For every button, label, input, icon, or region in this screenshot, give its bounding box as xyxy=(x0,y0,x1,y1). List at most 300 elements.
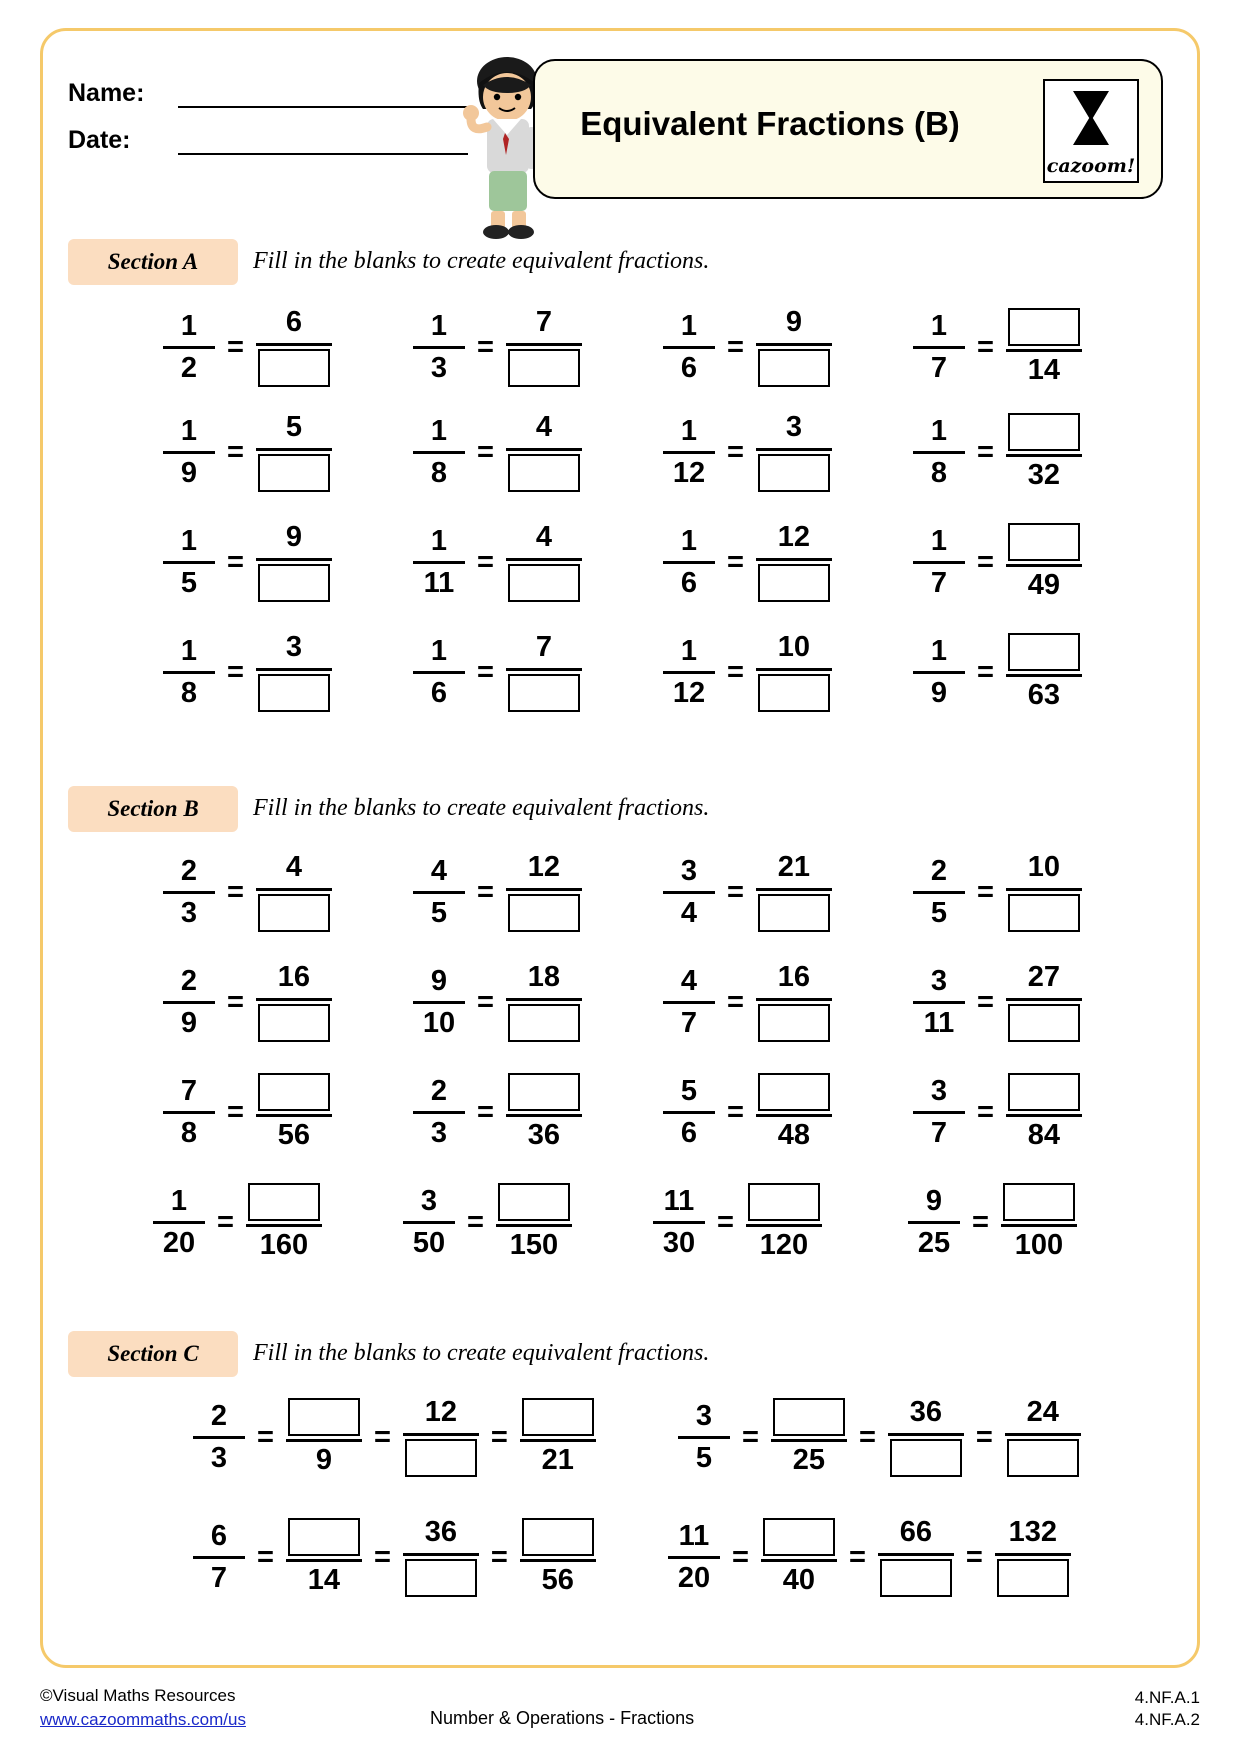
fraction-part-3 xyxy=(403,1517,479,1598)
numerator: 9 xyxy=(785,305,802,338)
fraction-bar xyxy=(506,888,582,891)
equals-sign: = xyxy=(373,1420,391,1453)
problem-c3 xyxy=(193,1511,596,1603)
problem-b7 xyxy=(663,956,832,1048)
answer-box[interactable] xyxy=(890,1439,962,1477)
fraction-right xyxy=(1006,308,1082,387)
fraction-bar xyxy=(663,1111,715,1114)
problem-b1 xyxy=(163,846,332,938)
equals-sign: = xyxy=(227,985,244,1018)
equals-sign: = xyxy=(977,435,994,468)
answer-box[interactable] xyxy=(1008,894,1080,932)
fraction-bar xyxy=(756,558,832,561)
numerator: 5 xyxy=(285,410,302,443)
fraction-bar xyxy=(256,558,332,561)
name-row xyxy=(68,79,468,108)
fraction-bar xyxy=(756,343,832,346)
fraction-bar xyxy=(286,1559,362,1562)
denominator: 3 xyxy=(210,1441,228,1474)
fraction-bar xyxy=(163,891,215,894)
equals-sign: = xyxy=(477,545,494,578)
equals-sign: = xyxy=(477,985,494,1018)
fraction-bar xyxy=(761,1559,837,1562)
denominator: 4 xyxy=(680,896,698,929)
fraction-bar xyxy=(1001,1224,1077,1227)
fraction-bar xyxy=(413,346,465,349)
date-row xyxy=(68,126,468,155)
fraction-bar xyxy=(506,998,582,1001)
equals-sign: = xyxy=(227,875,244,908)
numerator: 1 xyxy=(180,310,198,343)
section-b-tag: Section B xyxy=(68,786,238,832)
fraction-bar xyxy=(1006,888,1082,891)
answer-box[interactable] xyxy=(258,454,330,492)
problem-b15 xyxy=(653,1176,822,1268)
fraction-bar xyxy=(1006,349,1082,352)
fraction-right xyxy=(1006,852,1082,933)
answer-box[interactable] xyxy=(258,349,330,387)
numerator: 1 xyxy=(180,525,198,558)
answer-box[interactable] xyxy=(1003,1183,1075,1221)
numerator: 3 xyxy=(285,630,302,663)
numerator: 11 xyxy=(663,1185,695,1218)
answer-box[interactable] xyxy=(258,1073,330,1111)
denominator: 14 xyxy=(1027,353,1061,386)
numerator: 7 xyxy=(180,1075,198,1108)
answer-box[interactable] xyxy=(758,564,830,602)
fraction-bar xyxy=(520,1559,596,1562)
numerator: 11 xyxy=(678,1520,710,1553)
fraction-part-1 xyxy=(668,1520,720,1594)
numerator: 1 xyxy=(430,525,448,558)
answer-box[interactable] xyxy=(1008,413,1080,451)
equals-sign: = xyxy=(977,655,994,688)
denominator: 7 xyxy=(930,1116,948,1149)
problem-b2 xyxy=(413,846,582,938)
denominator: 3 xyxy=(430,351,448,384)
fraction-left xyxy=(413,965,465,1039)
problem-a13 xyxy=(163,626,332,718)
equals-sign: = xyxy=(227,1095,244,1128)
fraction-part-2 xyxy=(771,1398,847,1477)
numerator: 2 xyxy=(180,855,198,888)
fraction-bar xyxy=(506,448,582,451)
fraction-left xyxy=(413,525,465,599)
fraction-bar xyxy=(1006,674,1082,677)
cazoom-logo xyxy=(1043,79,1139,183)
fraction-bar xyxy=(496,1224,572,1227)
fraction-bar xyxy=(663,671,715,674)
fraction-right xyxy=(756,962,832,1043)
problem-a6 xyxy=(413,406,582,498)
fraction-left xyxy=(413,855,465,929)
denominator: 7 xyxy=(930,351,948,384)
equals-sign: = xyxy=(227,655,244,688)
answer-box[interactable] xyxy=(1007,1439,1079,1477)
fraction-bar xyxy=(1005,1433,1081,1436)
fraction-right xyxy=(256,412,332,493)
numerator: 16 xyxy=(277,960,311,993)
fraction-bar xyxy=(256,668,332,671)
denominator: 56 xyxy=(541,1563,574,1596)
denominator: 12 xyxy=(672,676,706,709)
section-a-header xyxy=(43,239,1197,285)
answer-box[interactable] xyxy=(758,349,830,387)
fraction-bar xyxy=(653,1221,705,1224)
denominator: 7 xyxy=(210,1561,228,1594)
problem-a3 xyxy=(663,301,832,393)
answer-box[interactable] xyxy=(288,1398,360,1436)
name-input-line[interactable] xyxy=(178,80,468,108)
fraction-right xyxy=(1001,1183,1077,1262)
numerator: 10 xyxy=(1027,850,1061,883)
denominator: 5 xyxy=(930,896,948,929)
denominator: 7 xyxy=(930,566,948,599)
numerator: 1 xyxy=(930,415,948,448)
denominator: 49 xyxy=(1027,568,1061,601)
numerator: 4 xyxy=(285,850,302,883)
date-label: Date: xyxy=(68,126,131,154)
denominator: 25 xyxy=(917,1226,951,1259)
problem-b14 xyxy=(403,1176,572,1268)
title-box xyxy=(533,59,1163,199)
answer-box[interactable] xyxy=(1008,523,1080,561)
footer-standards xyxy=(1135,1686,1200,1730)
denominator: 32 xyxy=(1027,458,1061,491)
numerator: 1 xyxy=(930,635,948,668)
fraction-part-4 xyxy=(520,1398,596,1477)
hourglass-icon xyxy=(1073,91,1109,145)
numerator: 1 xyxy=(680,310,698,343)
fraction-bar xyxy=(506,343,582,346)
numerator: 1 xyxy=(930,310,948,343)
fraction-right xyxy=(1006,1073,1082,1152)
name-date-block xyxy=(68,79,468,173)
equals-sign: = xyxy=(965,1540,983,1573)
problem-b3 xyxy=(663,846,832,938)
denominator: 5 xyxy=(180,566,198,599)
fraction-right xyxy=(256,852,332,933)
denominator: 9 xyxy=(180,1006,198,1039)
fraction-left xyxy=(913,855,965,929)
problem-b4 xyxy=(913,846,1082,938)
fraction-left xyxy=(653,1185,705,1259)
fraction-part-1 xyxy=(193,1400,245,1474)
equals-sign: = xyxy=(742,1420,759,1453)
answer-box[interactable] xyxy=(758,1004,830,1042)
fraction-right xyxy=(256,522,332,603)
fraction-bar xyxy=(1006,454,1082,457)
problem-a5 xyxy=(163,406,332,498)
problem-a1 xyxy=(163,301,332,393)
fraction-left xyxy=(663,855,715,929)
answer-box[interactable] xyxy=(763,1518,835,1556)
answer-box[interactable] xyxy=(508,674,580,712)
fraction-part-3 xyxy=(403,1397,479,1478)
equals-sign: = xyxy=(977,1095,994,1128)
denominator: 25 xyxy=(792,1443,826,1476)
fraction-right xyxy=(746,1183,822,1262)
numerator: 3 xyxy=(680,855,698,888)
answer-box[interactable] xyxy=(405,1439,477,1477)
numerator: 36 xyxy=(909,1395,942,1428)
fraction-right xyxy=(1006,413,1082,492)
equals-sign: = xyxy=(732,1540,749,1573)
fraction-bar xyxy=(163,451,215,454)
denominator: 150 xyxy=(509,1228,559,1261)
problem-a9 xyxy=(163,516,332,608)
fraction-right xyxy=(506,852,582,933)
fraction-left xyxy=(663,635,715,709)
equals-sign: = xyxy=(477,435,494,468)
problem-b16 xyxy=(908,1176,1077,1268)
answer-box[interactable] xyxy=(758,454,830,492)
numerator: 3 xyxy=(420,1185,438,1218)
denominator: 8 xyxy=(180,1116,198,1149)
denominator: 8 xyxy=(930,456,948,489)
answer-box[interactable] xyxy=(258,894,330,932)
answer-box[interactable] xyxy=(1008,633,1080,671)
answer-box[interactable] xyxy=(1008,1073,1080,1111)
denominator: 84 xyxy=(1027,1118,1061,1151)
fraction-left xyxy=(663,1075,715,1149)
numerator: 2 xyxy=(180,965,198,998)
answer-box[interactable] xyxy=(1008,308,1080,346)
answer-box[interactable] xyxy=(508,564,580,602)
copyright-text: ©Visual Maths Resources xyxy=(40,1686,236,1705)
numerator: 7 xyxy=(535,630,552,663)
standard-2: 4.NF.A.2 xyxy=(1134,1710,1200,1729)
denominator: 5 xyxy=(430,896,448,929)
equals-sign: = xyxy=(490,1420,508,1453)
denominator: 9 xyxy=(315,1443,332,1476)
numerator: 1 xyxy=(680,635,698,668)
answer-box[interactable] xyxy=(880,1559,952,1597)
fraction-bar xyxy=(413,451,465,454)
equals-sign: = xyxy=(727,545,744,578)
fraction-bar xyxy=(913,671,965,674)
answer-box[interactable] xyxy=(508,894,580,932)
denominator: 6 xyxy=(430,676,448,709)
fraction-bar xyxy=(256,888,332,891)
fraction-bar xyxy=(771,1439,847,1442)
numerator: 10 xyxy=(777,630,811,663)
numerator: 24 xyxy=(1026,1395,1059,1428)
answer-box[interactable] xyxy=(508,349,580,387)
numerator: 3 xyxy=(930,1075,948,1108)
fraction-part-4 xyxy=(520,1518,596,1597)
denominator: 21 xyxy=(541,1443,574,1476)
denominator: 12 xyxy=(672,456,706,489)
numerator: 2 xyxy=(210,1400,228,1433)
answer-box[interactable] xyxy=(508,1073,580,1111)
fraction-bar xyxy=(403,1433,479,1436)
equals-sign: = xyxy=(727,435,744,468)
fraction-left xyxy=(913,965,965,1039)
numerator: 4 xyxy=(430,855,448,888)
denominator: 7 xyxy=(680,1006,698,1039)
equals-sign: = xyxy=(227,330,244,363)
answer-box[interactable] xyxy=(508,1004,580,1042)
fraction-left xyxy=(913,635,965,709)
fraction-right xyxy=(1006,962,1082,1043)
worksheet-header xyxy=(43,31,1197,231)
problem-b5 xyxy=(163,956,332,1048)
fraction-right xyxy=(256,307,332,388)
fraction-bar xyxy=(663,891,715,894)
fraction-left xyxy=(663,525,715,599)
answer-box[interactable] xyxy=(522,1398,594,1436)
denominator: 48 xyxy=(777,1118,811,1151)
fraction-part-2 xyxy=(761,1518,837,1597)
fraction-bar xyxy=(756,1114,832,1117)
fraction-bar xyxy=(913,1001,965,1004)
problem-b8 xyxy=(913,956,1082,1048)
equals-sign: = xyxy=(477,655,494,688)
fraction-left xyxy=(913,310,965,384)
answer-box[interactable] xyxy=(405,1559,477,1597)
fraction-right xyxy=(756,412,832,493)
numerator: 2 xyxy=(430,1075,448,1108)
fraction-bar xyxy=(913,1111,965,1114)
equals-sign: = xyxy=(477,1095,494,1128)
fraction-bar xyxy=(193,1556,245,1559)
section-b-instruction: Fill in the blanks to create equivalent fractions. xyxy=(253,795,710,821)
numerator: 5 xyxy=(680,1075,698,1108)
numerator: 4 xyxy=(535,520,552,553)
fraction-bar xyxy=(256,1114,332,1117)
fraction-part-4 xyxy=(1005,1397,1081,1478)
numerator: 9 xyxy=(925,1185,943,1218)
numerator: 1 xyxy=(170,1185,188,1218)
fraction-bar xyxy=(913,561,965,564)
equals-sign: = xyxy=(257,1420,274,1453)
problem-b9 xyxy=(163,1066,332,1158)
answer-box[interactable] xyxy=(248,1183,320,1221)
denominator: 3 xyxy=(430,1116,448,1149)
numerator: 9 xyxy=(285,520,302,553)
numerator: 27 xyxy=(1027,960,1061,993)
problem-a12 xyxy=(913,516,1082,608)
date-input-line[interactable] xyxy=(178,127,468,155)
equals-sign: = xyxy=(977,985,994,1018)
fraction-right xyxy=(756,632,832,713)
website-link[interactable]: www.cazoommaths.com/us xyxy=(40,1710,246,1729)
fraction-bar xyxy=(163,346,215,349)
fraction-bar xyxy=(163,1111,215,1114)
answer-box[interactable] xyxy=(508,454,580,492)
fraction-left xyxy=(403,1185,455,1259)
problem-a8 xyxy=(913,406,1082,498)
answer-box[interactable] xyxy=(773,1398,845,1436)
answer-box[interactable] xyxy=(748,1183,820,1221)
denominator: 56 xyxy=(277,1118,311,1151)
fraction-bar xyxy=(256,448,332,451)
numerator: 6 xyxy=(285,305,302,338)
numerator: 3 xyxy=(930,965,948,998)
answer-box[interactable] xyxy=(758,674,830,712)
fraction-bar xyxy=(193,1436,245,1439)
fraction-right xyxy=(256,632,332,713)
answer-box[interactable] xyxy=(288,1518,360,1556)
problem-b12 xyxy=(913,1066,1082,1158)
fraction-bar xyxy=(413,561,465,564)
fraction-bar xyxy=(413,891,465,894)
fraction-right xyxy=(256,962,332,1043)
equals-sign: = xyxy=(977,875,994,908)
answer-box[interactable] xyxy=(522,1518,594,1556)
equals-sign: = xyxy=(490,1540,508,1573)
fraction-right xyxy=(506,522,582,603)
denominator: 14 xyxy=(307,1563,341,1596)
answer-box[interactable] xyxy=(997,1559,1069,1597)
fraction-right xyxy=(756,852,832,933)
answer-box[interactable] xyxy=(1008,1004,1080,1042)
equals-sign: = xyxy=(227,545,244,578)
fraction-bar xyxy=(663,346,715,349)
fraction-bar xyxy=(256,998,332,1001)
fraction-bar xyxy=(756,888,832,891)
fraction-bar xyxy=(663,561,715,564)
fraction-left xyxy=(163,1075,215,1149)
numerator: 12 xyxy=(424,1395,457,1428)
numerator: 3 xyxy=(695,1400,713,1433)
numerator: 9 xyxy=(430,965,448,998)
answer-box[interactable] xyxy=(758,1073,830,1111)
fraction-part-4 xyxy=(995,1517,1071,1598)
fraction-left xyxy=(413,310,465,384)
fraction-left xyxy=(913,415,965,489)
equals-sign: = xyxy=(727,985,744,1018)
fraction-bar xyxy=(668,1556,720,1559)
fraction-bar xyxy=(1006,564,1082,567)
problem-a2 xyxy=(413,301,582,393)
answer-box[interactable] xyxy=(258,674,330,712)
answer-box[interactable] xyxy=(258,564,330,602)
numerator: 2 xyxy=(930,855,948,888)
problem-a4 xyxy=(913,301,1082,393)
fraction-bar xyxy=(286,1439,362,1442)
numerator: 12 xyxy=(527,850,561,883)
fraction-bar xyxy=(1006,998,1082,1001)
problem-a11 xyxy=(663,516,832,608)
problem-b13 xyxy=(153,1176,322,1268)
numerator: 21 xyxy=(777,850,811,883)
fraction-left xyxy=(153,1185,205,1259)
denominator: 3 xyxy=(180,896,198,929)
answer-box[interactable] xyxy=(498,1183,570,1221)
answer-box[interactable] xyxy=(258,1004,330,1042)
equals-sign: = xyxy=(227,435,244,468)
fraction-left xyxy=(663,415,715,489)
answer-box[interactable] xyxy=(758,894,830,932)
denominator: 36 xyxy=(527,1118,561,1151)
standard-1: 4.NF.A.1 xyxy=(1134,1688,1200,1707)
fraction-right xyxy=(756,1073,832,1152)
numerator: 132 xyxy=(1008,1515,1057,1548)
problem-c4 xyxy=(668,1511,1071,1603)
footer-topic: Number & Operations - Fractions xyxy=(430,1708,695,1728)
problem-a16 xyxy=(913,626,1082,718)
equals-sign: = xyxy=(858,1420,876,1453)
numerator: 1 xyxy=(680,415,698,448)
numerator: 18 xyxy=(527,960,561,993)
fraction-bar xyxy=(995,1553,1071,1556)
fraction-bar xyxy=(163,561,215,564)
equals-sign: = xyxy=(717,1205,734,1238)
section-a-tag: Section A xyxy=(68,239,238,285)
fraction-bar xyxy=(756,448,832,451)
